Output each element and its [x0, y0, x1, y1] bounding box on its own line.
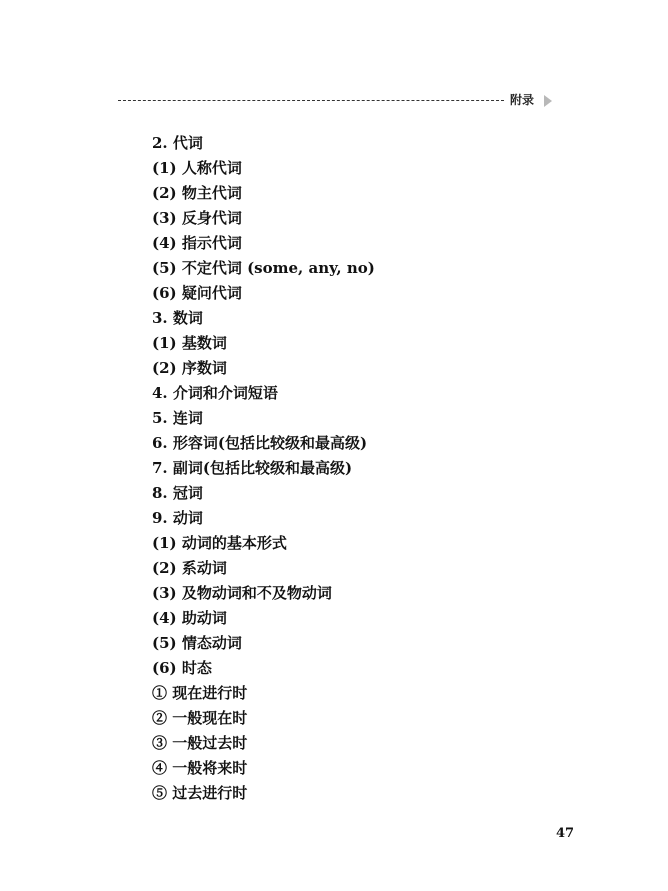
outline-list — [152, 131, 572, 806]
outline-item: (3) 及物动词和不及物动词 — [152, 584, 332, 602]
outline-item: (1) 人称代词 — [152, 159, 242, 177]
running-header — [118, 94, 560, 108]
outline-item: (5) 不定代词 (some, any, no) — [152, 259, 375, 277]
outline-item: (2) 系动词 — [152, 559, 227, 577]
outline-item: (5) 情态动词 — [152, 634, 242, 652]
outline-item: (3) 反身代词 — [152, 209, 242, 227]
outline-item: ⑤ 过去进行时 — [152, 784, 248, 802]
outline-item: (1) 动词的基本形式 — [152, 534, 287, 552]
outline-item: ② 一般现在时 — [152, 709, 248, 727]
outline-item: (4) 指示代词 — [152, 234, 242, 252]
outline-item: 9. 动词 — [152, 509, 203, 527]
triangle-right-icon — [544, 95, 552, 107]
outline-item: 8. 冠词 — [152, 484, 203, 502]
header-section-label: 附录 — [510, 93, 535, 107]
outline-item: 5. 连词 — [152, 409, 203, 427]
outline-item: 3. 数词 — [152, 309, 203, 327]
header-dashed-rule — [118, 100, 504, 101]
outline-item: 4. 介词和介词短语 — [152, 384, 278, 402]
outline-item: 2. 代词 — [152, 134, 203, 152]
outline-item: (1) 基数词 — [152, 334, 227, 352]
outline-item: ① 现在进行时 — [152, 684, 248, 702]
outline-item: (2) 物主代词 — [152, 184, 242, 202]
outline-item: (6) 疑问代词 — [152, 284, 242, 302]
outline-item: (6) 时态 — [152, 659, 212, 677]
outline-item: (2) 序数词 — [152, 359, 227, 377]
outline-item: 7. 副词(包括比较级和最高级) — [152, 459, 353, 477]
page-number: 47 — [556, 826, 575, 841]
outline-item: (4) 助动词 — [152, 609, 227, 627]
outline-item: ③ 一般过去时 — [152, 734, 248, 752]
outline-item: 6. 形容词(包括比较级和最高级) — [152, 434, 368, 452]
outline-item: ④ 一般将来时 — [152, 759, 248, 777]
